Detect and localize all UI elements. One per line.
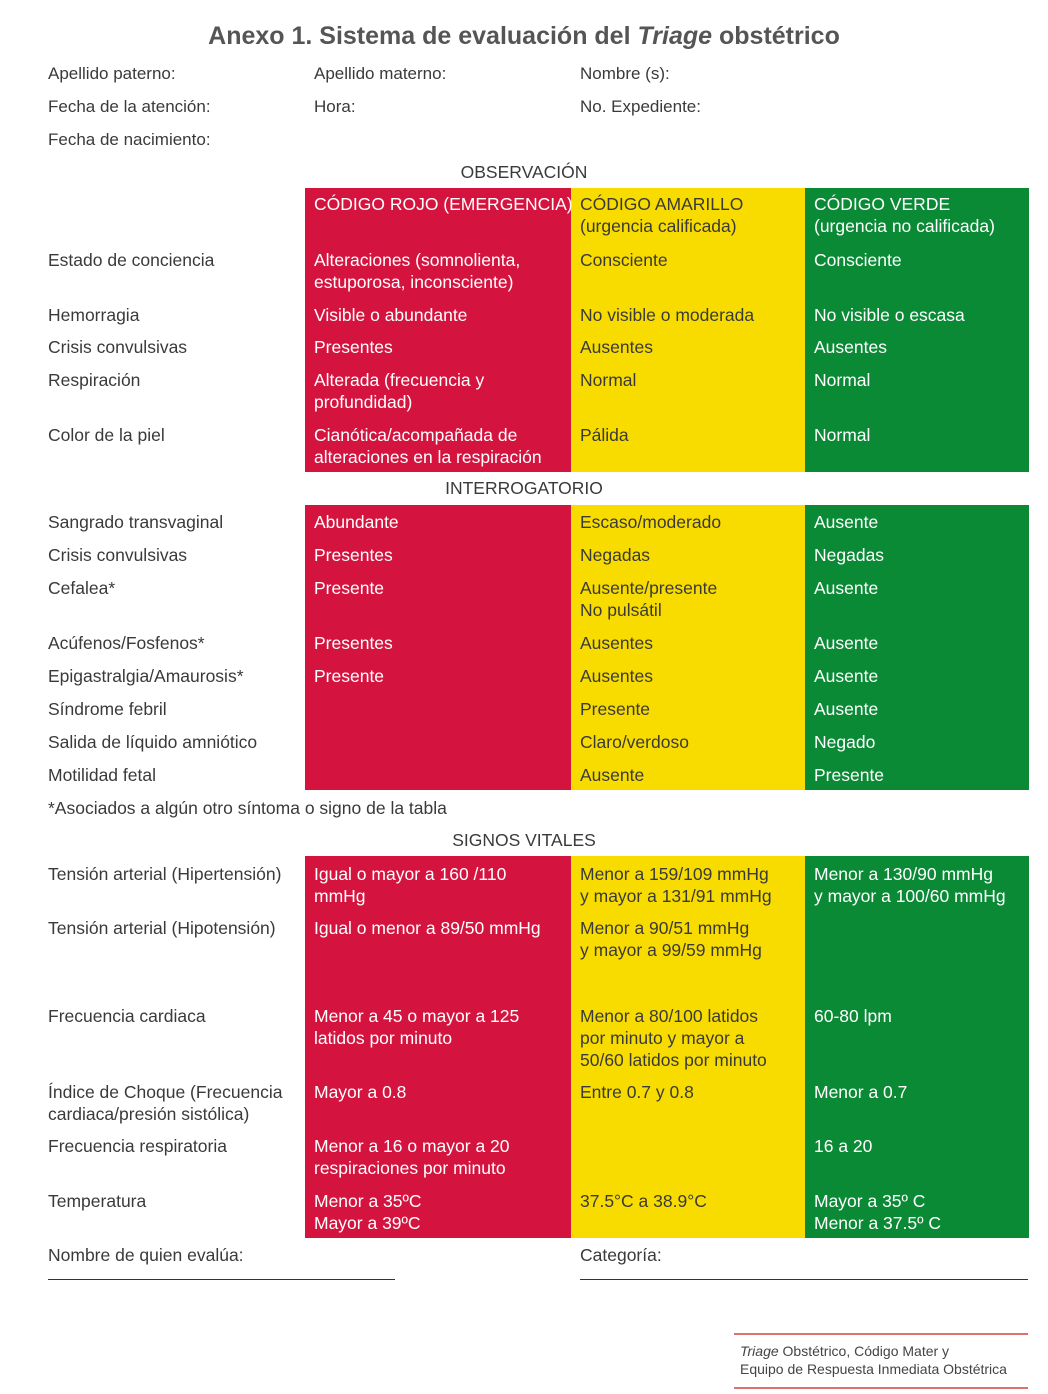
observacion-green-cell <box>814 336 887 358</box>
cell-text-line: Mayor a 35º C <box>814 1191 926 1211</box>
code-yellow-header <box>580 193 743 237</box>
cell-text-line: Menor a 130/90 mmHg <box>814 864 993 884</box>
interrogatorio-yellow-cell <box>580 698 650 720</box>
observacion-yellow-cell <box>580 424 629 446</box>
code-red-header <box>314 193 573 215</box>
cell-text-line: Visible o abundante <box>314 305 468 325</box>
signos-red-cell <box>314 917 541 939</box>
observacion-row-label <box>48 424 165 446</box>
cell-text-line: Negadas <box>814 545 885 565</box>
observacion-red-cell <box>314 336 393 358</box>
cell-text-line: Respiración <box>48 370 141 390</box>
interrogatorio-yellow-cell <box>580 632 653 654</box>
cell-text-line: Igual o mayor a 160 /110 <box>314 864 507 884</box>
interrogatorio-red-cell <box>314 544 393 566</box>
cell-text-line: Hemorragia <box>48 305 140 325</box>
cell-text-line: Ausentes <box>580 337 653 357</box>
cell-text-line: Mayor a 0.8 <box>314 1082 407 1102</box>
interrogatorio-yellow-cell <box>580 577 717 621</box>
code-green-line: CÓDIGO VERDE <box>814 194 951 214</box>
cell-text-line: Menor a 45 o mayor a 125 <box>314 1006 520 1026</box>
footer-line-1 <box>740 1342 949 1360</box>
signos-green-cell <box>814 1135 872 1157</box>
cell-text-line: Síndrome febril <box>48 699 167 719</box>
signos-row-label <box>48 1190 146 1212</box>
cell-text-line: Presente <box>314 666 385 686</box>
observacion-green-cell <box>814 369 870 391</box>
cell-text-line: Crisis convulsivas <box>48 545 188 565</box>
footnote: *Asociados a algún otro síntoma o signo de la tabla <box>48 798 447 818</box>
cell-text-line: Motilidad fetal <box>48 765 156 785</box>
category-signature-line[interactable] <box>580 1279 1028 1280</box>
cell-text-line: Igual o menor a 89/50 mmHg <box>314 918 541 938</box>
cell-text-line: profundidad) <box>314 392 413 412</box>
cell-text-line: Consciente <box>580 250 668 270</box>
cell-text-line: y mayor a 100/60 mmHg <box>814 886 1006 906</box>
signos-red-cell <box>314 1081 406 1103</box>
cell-text-line: Menor a 0.7 <box>814 1082 908 1102</box>
field-fecha-nacimiento: Fecha de nacimiento: <box>48 130 211 149</box>
cell-text-line: Ausente <box>814 512 879 532</box>
cell-text-line: Presente <box>314 578 385 598</box>
interrogatorio-green-cell <box>814 764 884 786</box>
cell-text-line: Crisis convulsivas <box>48 337 188 357</box>
footer-line1-rest: Obstétrico, Código Mater y <box>778 1343 950 1359</box>
cell-text-line: Tensión arterial (Hipertensión) <box>48 864 282 884</box>
signos-green-cell <box>814 863 1006 907</box>
signos-row-label <box>48 1081 282 1125</box>
cell-text-line: Pálida <box>580 425 629 445</box>
cell-text-line: 37.5°C a 38.9°C <box>580 1191 707 1211</box>
cell-text-line: Ausente <box>814 578 879 598</box>
cell-text-line: Negadas <box>580 545 651 565</box>
cell-text-line: Entre 0.7 y 0.8 <box>580 1082 694 1102</box>
cell-text-line: Menor a 37.5º C <box>814 1213 942 1233</box>
cell-text-line: y mayor a 99/59 mmHg <box>580 940 762 960</box>
interrogatorio-yellow-cell <box>580 764 644 786</box>
cell-text-line: Ausente <box>814 633 879 653</box>
field-apellido-materno: Apellido materno: <box>314 64 447 83</box>
observacion-red-cell <box>314 424 542 468</box>
cell-text-line: Presente <box>814 765 885 785</box>
observacion-red-cell <box>314 369 484 413</box>
cell-text-line: Menor a 159/109 mmHg <box>580 864 769 884</box>
section-interrogatorio: INTERROGATORIO <box>445 478 603 498</box>
title-suffix: obstétrico <box>712 22 840 50</box>
cell-text-line: Sangrado transvaginal <box>48 512 224 532</box>
observacion-yellow-cell <box>580 336 653 358</box>
cell-text-line: Consciente <box>814 250 902 270</box>
cell-text-line: Ausentes <box>580 666 653 686</box>
interrogatorio-yellow-cell <box>580 544 650 566</box>
observacion-red-cell <box>314 249 520 293</box>
cell-text-line: Normal <box>814 425 871 445</box>
interrogatorio-red-cell <box>314 577 384 599</box>
cell-text-line: 16 a 20 <box>814 1136 873 1156</box>
cell-text-line: Menor a 90/51 mmHg <box>580 918 750 938</box>
cell-text-line: Temperatura <box>48 1191 147 1211</box>
observacion-green-cell <box>814 249 902 271</box>
code-yellow-line: (urgencia calificada) <box>580 216 737 236</box>
cell-text-line: Presentes <box>314 337 393 357</box>
cell-text-line: Ausente <box>814 699 879 719</box>
cell-text-line: y mayor a 131/91 mmHg <box>580 886 772 906</box>
interrogatorio-green-cell <box>814 698 878 720</box>
interrogatorio-red-cell <box>314 665 384 687</box>
footer-italic: Triage <box>740 1343 779 1359</box>
interrogatorio-row-label <box>48 511 223 533</box>
cell-text-line: Epigastralgia/Amaurosis* <box>48 666 244 686</box>
field-nombre: Nombre (s): <box>580 64 670 83</box>
signos-row-label <box>48 1135 227 1157</box>
interrogatorio-green-cell <box>814 731 875 753</box>
field-hora: Hora: <box>314 97 356 116</box>
signos-yellow-cell <box>580 1190 707 1212</box>
cell-text-line: Salida de líquido amniótico <box>48 732 258 752</box>
signos-yellow-cell <box>580 917 762 961</box>
signos-red-cell <box>314 1135 510 1179</box>
cell-text-line: Alteraciones (somnolienta, <box>314 250 521 270</box>
cell-text-line: 50/60 latidos por minuto <box>580 1050 767 1070</box>
cell-text-line: Ausentes <box>580 633 653 653</box>
title-italic: Triage <box>637 22 713 50</box>
code-red-line: CÓDIGO ROJO (EMERGENCIA) <box>314 194 573 214</box>
title-prefix: Anexo 1. Sistema de evaluación del <box>208 22 638 50</box>
evaluator-signature-line[interactable] <box>48 1279 395 1280</box>
cell-text-line: mmHg <box>314 886 366 906</box>
code-yellow-line: CÓDIGO AMARILLO <box>580 194 744 214</box>
cell-text-line: Ausente <box>580 765 645 785</box>
cell-text-line: Ausente <box>814 666 879 686</box>
observacion-red-cell <box>314 304 467 326</box>
cell-text-line: cardiaca/presión sistólica) <box>48 1104 250 1124</box>
interrogatorio-yellow-cell <box>580 665 653 687</box>
interrogatorio-row-label <box>48 544 187 566</box>
observacion-row-label <box>48 336 187 358</box>
observacion-row-label <box>48 249 214 271</box>
cell-text-line: Ausente/presente <box>580 578 718 598</box>
cell-text-line: Cianótica/acompañada de <box>314 425 518 445</box>
page-title <box>0 22 1048 51</box>
observacion-green-cell <box>814 424 870 446</box>
field-apellido-paterno: Apellido paterno: <box>48 64 176 83</box>
cell-text-line: No visible o escasa <box>814 305 965 325</box>
interrogatorio-red-cell <box>314 511 399 533</box>
interrogatorio-green-cell <box>814 632 878 654</box>
observacion-row-label <box>48 304 139 326</box>
evaluator-label: Nombre de quien evalúa: <box>48 1245 244 1265</box>
observacion-green-cell <box>814 304 965 326</box>
cell-text-line: Presente <box>580 699 651 719</box>
code-green-header <box>814 193 995 237</box>
code-green-line: (urgencia no calificada) <box>814 216 995 236</box>
cell-text-line: Frecuencia respiratoria <box>48 1136 227 1156</box>
signos-red-cell <box>314 1190 422 1234</box>
cell-text-line: Mayor a 39ºC <box>314 1213 421 1233</box>
cell-text-line: Presentes <box>314 545 393 565</box>
footer-line-2: Equipo de Respuesta Inmediata Obstétrica <box>740 1361 1007 1377</box>
interrogatorio-row-label <box>48 764 156 786</box>
cell-text-line: respiraciones por minuto <box>314 1158 506 1178</box>
cell-text-line: Acúfenos/Fosfenos* <box>48 633 205 653</box>
signos-yellow-cell <box>580 1005 767 1071</box>
cell-text-line: Frecuencia cardiaca <box>48 1006 206 1026</box>
signos-row-label <box>48 1005 206 1027</box>
green-band-signos <box>805 856 1029 1238</box>
category-label: Categoría: <box>580 1245 662 1265</box>
cell-text-line: Presentes <box>314 633 393 653</box>
interrogatorio-green-cell <box>814 665 878 687</box>
cell-text-line: 60-80 lpm <box>814 1006 892 1026</box>
signos-yellow-cell <box>580 863 772 907</box>
observacion-yellow-cell <box>580 249 668 271</box>
cell-text-line: Ausentes <box>814 337 887 357</box>
signos-red-cell <box>314 863 506 907</box>
cell-text-line: Menor a 80/100 latidos <box>580 1006 759 1026</box>
cell-text-line: Tensión arterial (Hipotensión) <box>48 918 276 938</box>
interrogatorio-yellow-cell <box>580 731 689 753</box>
observacion-yellow-cell <box>580 304 754 326</box>
observacion-row-label <box>48 369 140 391</box>
observacion-yellow-cell <box>580 369 636 391</box>
cell-text-line: por minuto y mayor a <box>580 1028 745 1048</box>
cell-text-line: Normal <box>580 370 637 390</box>
section-observacion: OBSERVACIÓN <box>460 162 588 182</box>
signos-green-cell <box>814 1005 892 1027</box>
cell-text-line: latidos por minuto <box>314 1028 453 1048</box>
signos-yellow-cell <box>580 1081 694 1103</box>
cell-text-line: alteraciones en la respiración <box>314 447 542 467</box>
section-signos-vitales: SIGNOS VITALES <box>452 830 596 850</box>
cell-text-line: Abundante <box>314 512 399 532</box>
interrogatorio-green-cell <box>814 511 878 533</box>
cell-text-line: Alterada (frecuencia y <box>314 370 485 390</box>
cell-text-line: Índice de Choque (Frecuencia <box>48 1082 283 1102</box>
cell-text-line: Claro/verdoso <box>580 732 689 752</box>
signos-green-cell <box>814 1081 907 1103</box>
interrogatorio-yellow-cell <box>580 511 721 533</box>
interrogatorio-red-cell <box>314 632 393 654</box>
field-fecha-atencion: Fecha de la atención: <box>48 97 211 116</box>
cell-text-line: Menor a 16 o mayor a 20 <box>314 1136 510 1156</box>
interrogatorio-row-label <box>48 577 115 599</box>
cell-text-line: No pulsátil <box>580 600 662 620</box>
cell-text-line: Estado de conciencia <box>48 250 215 270</box>
signos-red-cell <box>314 1005 519 1049</box>
interrogatorio-green-cell <box>814 544 884 566</box>
cell-text-line: Cefalea* <box>48 578 116 598</box>
cell-text-line: Menor a 35ºC <box>314 1191 422 1211</box>
signos-row-label <box>48 863 281 885</box>
signos-row-label <box>48 917 276 939</box>
cell-text-line: No visible o moderada <box>580 305 755 325</box>
field-expediente: No. Expediente: <box>580 97 701 116</box>
cell-text-line: Color de la piel <box>48 425 165 445</box>
cell-text-line: estuporosa, inconsciente) <box>314 272 514 292</box>
cell-text-line: Normal <box>814 370 871 390</box>
signos-green-cell <box>814 1190 941 1234</box>
interrogatorio-green-cell <box>814 577 878 599</box>
interrogatorio-row-label <box>48 731 257 753</box>
interrogatorio-row-label <box>48 698 167 720</box>
cell-text-line: Escaso/moderado <box>580 512 722 532</box>
interrogatorio-row-label <box>48 665 244 687</box>
cell-text-line: Negado <box>814 732 876 752</box>
interrogatorio-row-label <box>48 632 205 654</box>
